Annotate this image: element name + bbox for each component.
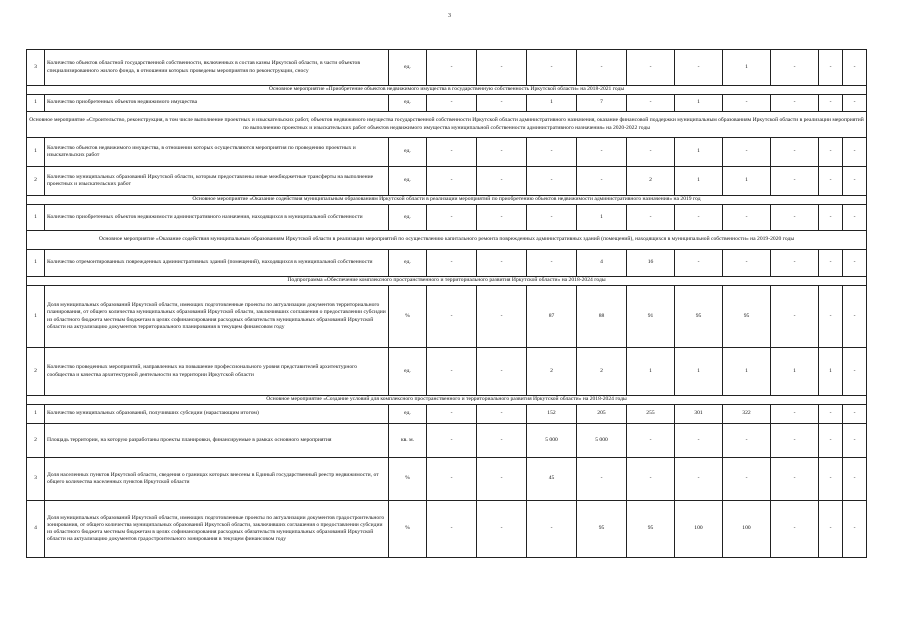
value-cell: - xyxy=(627,424,675,458)
value-cell: - xyxy=(843,138,867,167)
value-cell: - xyxy=(627,138,675,167)
value-cell: 95 xyxy=(577,501,627,558)
value-cell: 95 xyxy=(723,286,771,348)
value-cell: - xyxy=(427,95,477,112)
value-cell: - xyxy=(427,205,477,231)
section-title: Основное мероприятие «Строительство, реконструкция, в том числе выполнение проектных и изыскательских работ, объектов недвижимого имущества государственной собственности Иркутской области административного назначения, оказание финансовой поддержки муниципальным образованиям Иркутской области в реализации мероприятий по выполнению проектных и изыскательских работ объектов недвижимого имущества муниципальной собственности административного назначения» на 2020-2022 годы xyxy=(27,112,867,138)
unit-cell: % xyxy=(389,286,427,348)
value-cell: - xyxy=(427,138,477,167)
value-cell: - xyxy=(477,405,527,424)
value-cell: - xyxy=(477,205,527,231)
indicator-name: Количество муниципальных образований Иркутской области, которым предоставлены иные межбюджетные трансферты на выполнение проектных и изыскательских работ xyxy=(45,167,389,196)
value-cell: - xyxy=(843,286,867,348)
table-body xyxy=(27,50,867,558)
value-cell: - xyxy=(771,138,819,167)
value-cell: - xyxy=(477,138,527,167)
row-number: 1 xyxy=(27,138,45,167)
value-cell: - xyxy=(843,167,867,196)
value-cell: - xyxy=(819,167,843,196)
value-cell: - xyxy=(819,138,843,167)
indicator-name: Доля населенных пунктов Иркутской области, сведения о границах которых внесены в Единый государственный реестр недвижимости, от общего количества населенных пунктов Иркутской области xyxy=(45,458,389,501)
section-title: Основное мероприятие «Создание условий для комплексного пространственного и территориального развития Иркутской области» на 2018-2024 годы xyxy=(27,396,867,405)
value-cell: - xyxy=(843,250,867,277)
table-row xyxy=(27,405,867,424)
value-cell: 1 xyxy=(675,348,723,396)
section-row xyxy=(27,112,867,138)
value-cell: - xyxy=(771,205,819,231)
value-cell: 91 xyxy=(627,286,675,348)
indicator-name: Количество приобретенных объектов недвижимости административного назначения, находящихся в муниципальной собственности xyxy=(45,205,389,231)
value-cell: - xyxy=(577,167,627,196)
value-cell: 100 xyxy=(723,501,771,558)
table-row xyxy=(27,424,867,458)
value-cell: 1 xyxy=(527,95,577,112)
indicator-name: Количество отремонтированных поврежденных административных зданий (помещений), находящихся в муниципальной собственности xyxy=(45,250,389,277)
section-title: Подпрограмма «Обеспечение комплексного пространственного и территориального развития Иркутской области» на 2018-2024 годы xyxy=(27,277,867,286)
value-cell: - xyxy=(723,458,771,501)
section-title: Основное мероприятие «Оказание содействия муниципальным образованиям Иркутской области в реализации мероприятий по приобретению объектов недвижимости административного назначения» на 2019 год xyxy=(27,196,867,205)
value-cell: - xyxy=(771,501,819,558)
value-cell: 322 xyxy=(723,405,771,424)
value-cell: - xyxy=(427,405,477,424)
value-cell: 1 xyxy=(723,348,771,396)
value-cell: 1 xyxy=(675,95,723,112)
value-cell: - xyxy=(527,250,577,277)
value-cell: 4 xyxy=(577,250,627,277)
value-cell: - xyxy=(843,348,867,396)
value-cell: - xyxy=(675,424,723,458)
row-number: 3 xyxy=(27,50,45,86)
value-cell: - xyxy=(723,95,771,112)
value-cell: 1 xyxy=(723,167,771,196)
value-cell: - xyxy=(627,50,675,86)
table-row xyxy=(27,138,867,167)
value-cell: - xyxy=(477,286,527,348)
value-cell: 95 xyxy=(675,286,723,348)
section-row xyxy=(27,396,867,405)
section-title: Основное мероприятие «Приобретение объектов недвижимого имущества в государственную собственность Иркутской области» на 2018-2021 годы xyxy=(27,86,867,95)
table-row xyxy=(27,50,867,86)
section-row xyxy=(27,196,867,205)
value-cell: 1 xyxy=(675,138,723,167)
value-cell: - xyxy=(771,50,819,86)
indicator-name: Количество муниципальных образований, получивших субсидии (нарастающим итогом) xyxy=(45,405,389,424)
row-number: 1 xyxy=(27,286,45,348)
value-cell: - xyxy=(577,50,627,86)
value-cell: - xyxy=(819,205,843,231)
section-row xyxy=(27,231,867,250)
unit-cell: кв. м. xyxy=(389,424,427,458)
table-row xyxy=(27,250,867,277)
value-cell: - xyxy=(675,50,723,86)
value-cell: - xyxy=(477,250,527,277)
value-cell: 1 xyxy=(675,167,723,196)
value-cell: - xyxy=(819,286,843,348)
value-cell: 2 xyxy=(577,348,627,396)
value-cell: - xyxy=(577,458,627,501)
table-row xyxy=(27,501,867,558)
value-cell: 205 xyxy=(577,405,627,424)
value-cell: - xyxy=(771,95,819,112)
row-number: 1 xyxy=(27,205,45,231)
indicator-name: Количество объектов недвижимого имущества, в отношении которых осуществляются мероприятия по проведению проектных и изыскательских работ xyxy=(45,138,389,167)
value-cell: 5 000 xyxy=(527,424,577,458)
value-cell: - xyxy=(675,250,723,277)
value-cell: - xyxy=(723,424,771,458)
value-cell: - xyxy=(723,205,771,231)
value-cell: 7 xyxy=(577,95,627,112)
table-row xyxy=(27,286,867,348)
value-cell: - xyxy=(675,458,723,501)
value-cell: - xyxy=(723,250,771,277)
row-number: 3 xyxy=(27,458,45,501)
value-cell: 2 xyxy=(527,348,577,396)
value-cell: 2 xyxy=(627,167,675,196)
value-cell: 255 xyxy=(627,405,675,424)
value-cell: - xyxy=(819,95,843,112)
value-cell: - xyxy=(427,424,477,458)
page-number: 3 xyxy=(448,13,451,19)
value-cell: 88 xyxy=(577,286,627,348)
value-cell: - xyxy=(527,501,577,558)
value-cell: - xyxy=(427,348,477,396)
unit-cell: ед. xyxy=(389,95,427,112)
value-cell: - xyxy=(723,138,771,167)
value-cell: - xyxy=(843,405,867,424)
value-cell: - xyxy=(477,424,527,458)
value-cell: - xyxy=(477,95,527,112)
unit-cell: ед. xyxy=(389,205,427,231)
value-cell: - xyxy=(527,205,577,231)
value-cell: - xyxy=(627,205,675,231)
value-cell: - xyxy=(843,50,867,86)
value-cell: - xyxy=(527,138,577,167)
unit-cell: ед. xyxy=(389,348,427,396)
value-cell: 1 xyxy=(577,205,627,231)
row-number: 1 xyxy=(27,95,45,112)
value-cell: - xyxy=(843,458,867,501)
value-cell: - xyxy=(771,250,819,277)
value-cell: 1 xyxy=(723,50,771,86)
indicator-name: Доля муниципальных образований Иркутской области, имеющих подготовленные проекты по актуализации документов градостроительного зонирования, от общего количества муниципальных образований Иркутской области, заключивших соглашения о предоставлении субсидии из областного бюджета местным бюджетам в целях софинансирования расходных обязательств муниципальных образований Иркутской области на актуализацию документов градостроительного зонирования в текущем финансовом году xyxy=(45,501,389,558)
value-cell: 152 xyxy=(527,405,577,424)
section-title: Основное мероприятие «Оказание содействия муниципальным образованиям Иркутской области в реализации мероприятий по осуществлению капитального ремонта поврежденных административных зданий (помещений), находящихся в муниципальной собственности» на 2019-2020 годы xyxy=(27,231,867,250)
value-cell: - xyxy=(627,95,675,112)
unit-cell: ед. xyxy=(389,250,427,277)
row-number: 2 xyxy=(27,424,45,458)
value-cell: - xyxy=(477,458,527,501)
value-cell: - xyxy=(675,205,723,231)
value-cell: - xyxy=(843,501,867,558)
value-cell: - xyxy=(427,167,477,196)
value-cell: - xyxy=(477,501,527,558)
value-cell: 45 xyxy=(527,458,577,501)
value-cell: - xyxy=(819,458,843,501)
unit-cell: ед. xyxy=(389,167,427,196)
row-number: 2 xyxy=(27,348,45,396)
value-cell: 1 xyxy=(771,348,819,396)
value-cell: - xyxy=(843,424,867,458)
value-cell: - xyxy=(427,50,477,86)
value-cell: - xyxy=(527,50,577,86)
value-cell: - xyxy=(627,458,675,501)
value-cell: 16 xyxy=(627,250,675,277)
table-row xyxy=(27,348,867,396)
value-cell: 1 xyxy=(627,348,675,396)
value-cell: - xyxy=(843,95,867,112)
unit-cell: % xyxy=(389,501,427,558)
indicator-name: Количество объектов областной государственной собственности, включенных в состав казны Иркутской области, в части объектов специализированного жилого фонда, в отношении которых проведены мероприятия по реконструкции, сносу xyxy=(45,50,389,86)
value-cell: 100 xyxy=(675,501,723,558)
value-cell: - xyxy=(819,50,843,86)
table-row xyxy=(27,458,867,501)
value-cell: - xyxy=(477,348,527,396)
value-cell: - xyxy=(819,250,843,277)
indicators-table xyxy=(26,49,867,558)
value-cell: 301 xyxy=(675,405,723,424)
row-number: 2 xyxy=(27,167,45,196)
value-cell: 87 xyxy=(527,286,577,348)
value-cell: - xyxy=(771,424,819,458)
indicator-name: Площадь территории, на которую разработаны проекты планировки, финансируемые в рамках основного мероприятия xyxy=(45,424,389,458)
unit-cell: ед. xyxy=(389,138,427,167)
value-cell: - xyxy=(771,167,819,196)
value-cell: - xyxy=(477,50,527,86)
indicator-name: Доля муниципальных образований Иркутской области, имеющих подготовленные проекты по актуализации документов территориального планирования, от общего количества муниципальных образований Иркутской области, заключивших соглашения о предоставлении субсидии из областного бюджета местным бюджетам в целях софинансирования расходных обязательств муниципальных образований Иркутской области на актуализацию документов территориального планирования в текущем финансовом году xyxy=(45,286,389,348)
value-cell: - xyxy=(819,405,843,424)
table-row xyxy=(27,95,867,112)
value-cell: - xyxy=(843,205,867,231)
indicator-name: Количество приобретенных объектов недвижимого имущества xyxy=(45,95,389,112)
value-cell: - xyxy=(819,501,843,558)
value-cell: - xyxy=(819,424,843,458)
value-cell: - xyxy=(527,167,577,196)
value-cell: - xyxy=(427,501,477,558)
table-row xyxy=(27,205,867,231)
value-cell: - xyxy=(771,286,819,348)
value-cell: 95 xyxy=(627,501,675,558)
table-row xyxy=(27,167,867,196)
row-number: 1 xyxy=(27,250,45,277)
section-row xyxy=(27,86,867,95)
section-row xyxy=(27,277,867,286)
value-cell: 5 000 xyxy=(577,424,627,458)
value-cell: - xyxy=(771,458,819,501)
value-cell: - xyxy=(771,405,819,424)
value-cell: - xyxy=(577,138,627,167)
indicator-name: Количество проведенных мероприятий, направленных на повышение профессионального уровня представителей архитектурного сообщества и качества архитектурной деятельности на территории Иркутской области xyxy=(45,348,389,396)
unit-cell: ед. xyxy=(389,405,427,424)
value-cell: - xyxy=(427,286,477,348)
row-number: 1 xyxy=(27,405,45,424)
value-cell: - xyxy=(427,250,477,277)
row-number: 4 xyxy=(27,501,45,558)
value-cell: - xyxy=(477,167,527,196)
value-cell: - xyxy=(427,458,477,501)
value-cell: 1 xyxy=(819,348,843,396)
unit-cell: ед. xyxy=(389,50,427,86)
unit-cell: % xyxy=(389,458,427,501)
